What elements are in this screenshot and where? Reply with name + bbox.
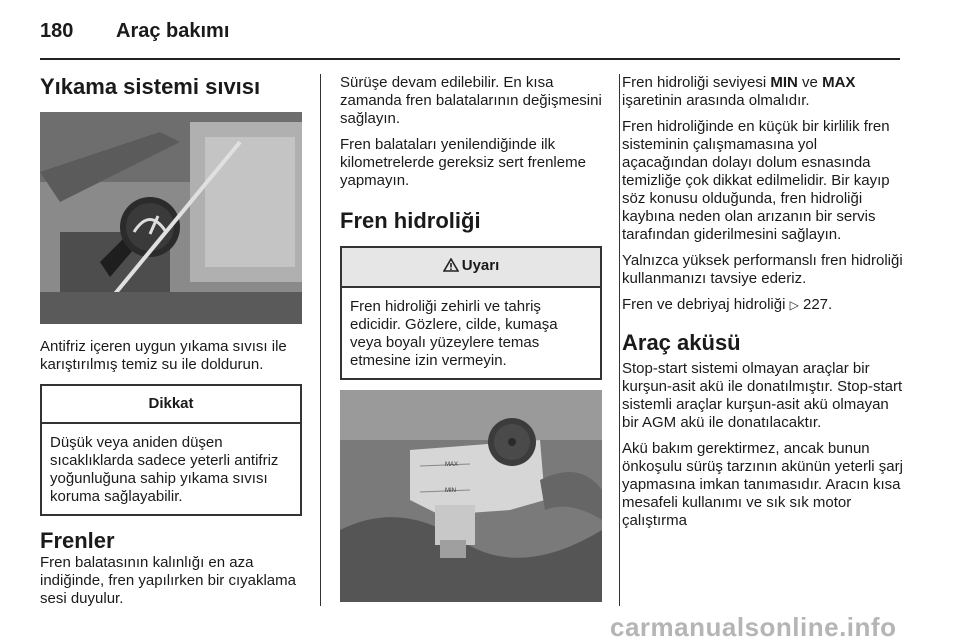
fluid-level-min: MIN [770, 74, 798, 91]
fluid-level-post: işaretinin arasında olmalıdır. [622, 92, 810, 109]
page-header [40, 20, 229, 43]
section-heading-fren-hidroligi: Fren hidroliği [340, 208, 481, 233]
section-heading-frenler: Frenler [40, 528, 115, 553]
reference-label: Fren ve debriyaj hidroliği [622, 296, 790, 313]
contamination-text: Fren hidroliğinde en küçük bir kirlilik fren sisteminin çalışmamasına yol açacağından dolayı dolum esnasında temizliğe çok dikkat edilmelidir. Bir kayıp söz konusu olduğunda, fren hidroliği kaybına neden olan arızanın bir servis tarafından giderilmesini sağlayın. [622, 118, 890, 243]
column-divider-2 [619, 74, 620, 606]
watermark: carmanualsonline.info [610, 612, 897, 642]
column-3 [622, 74, 904, 538]
recommend-fluid-text: Yalnızca yüksek performanslı fren hidroliği kullanmanızı tavsiye ederiz. [622, 252, 903, 287]
column-1 [40, 74, 302, 616]
warning-triangle-icon [443, 258, 459, 277]
washer-fluid-photo [40, 112, 302, 324]
reservoir-min-label: MIN [445, 488, 456, 494]
brake-fluid-illustration [340, 390, 602, 602]
fluid-level-mid: ve [797, 74, 823, 91]
battery-maintenance-text: Akü bakım gerektirmez, ancak bunun önkoşulu sürüş tarzının akünün yeterli şarj yapmasına imkan tanımasıdır. Aracın kısa mesafeli kullanımı ve sık sık motor çalıştırma [622, 440, 903, 529]
dikkat-title: Dikkat [42, 386, 300, 424]
uyari-box [340, 246, 602, 380]
washer-fluid-illustration [40, 112, 302, 324]
uyari-text: Fren hidroliği zehirli ve tahriş edicidir. Gözlere, cilde, kumaşa veya boyalı yüzeylere temas etmesine izin vermeyin. [350, 298, 558, 369]
fluid-level-text [622, 74, 904, 110]
dikkat-text: Düşük veya aniden düşen sıcaklıklarda sadece yeterli antifriz yoğunluğuna sahip yıkama sıvısı koruma sağlayabilir. [50, 434, 279, 505]
uyari-header [342, 248, 600, 288]
reservoir-max-label: MAX [445, 462, 459, 468]
section-heading-battery: Araç aküsü [622, 330, 741, 355]
frenler-text: Fren balatasının kalınlığı en aza indiğinde, fren yapılırken bir cıyaklama sesi duyulur. [40, 554, 296, 607]
column-2 [340, 74, 602, 602]
arrow-reference-icon: ▷ [789, 298, 799, 312]
section-heading-washer: Yıkama sistemi sıvısı [40, 74, 261, 99]
header-rule [40, 58, 900, 60]
column-divider-1 [320, 74, 321, 606]
brake-fluid-photo [340, 390, 602, 602]
chapter-title: Araç bakımı [116, 20, 230, 42]
brake-new-pads-text: Fren balataları yenilendiğinde ilk kilometrelerde gereksiz sert frenleme yapmayın. [340, 136, 586, 189]
reference-page[interactable]: 227. [798, 296, 833, 313]
reference-text [622, 296, 904, 314]
fluid-level-pre: Fren hidroliği seviyesi [622, 74, 771, 91]
battery-type-text: Stop-start sistemi olmayan araçlar bir kurşun-asit akü ile donatılmıştır. Stop-start sistemli araçlar kurşun-asit akü olmayan bir AGM akü ile donatılacaktır. [622, 360, 903, 431]
dikkat-box [40, 384, 302, 516]
brake-continue-text: Sürüşe devam edilebilir. En kısa zamanda fren balatalarının değişmesini sağlayın. [340, 74, 602, 127]
fluid-level-max: MAX [822, 74, 856, 91]
page-number: 180 [40, 20, 74, 42]
uyari-title: Uyarı [461, 257, 500, 274]
washer-instruction: Antifriz içeren uygun yıkama sıvısı ile karıştırılmış temiz su ile doldurun. [40, 338, 287, 373]
